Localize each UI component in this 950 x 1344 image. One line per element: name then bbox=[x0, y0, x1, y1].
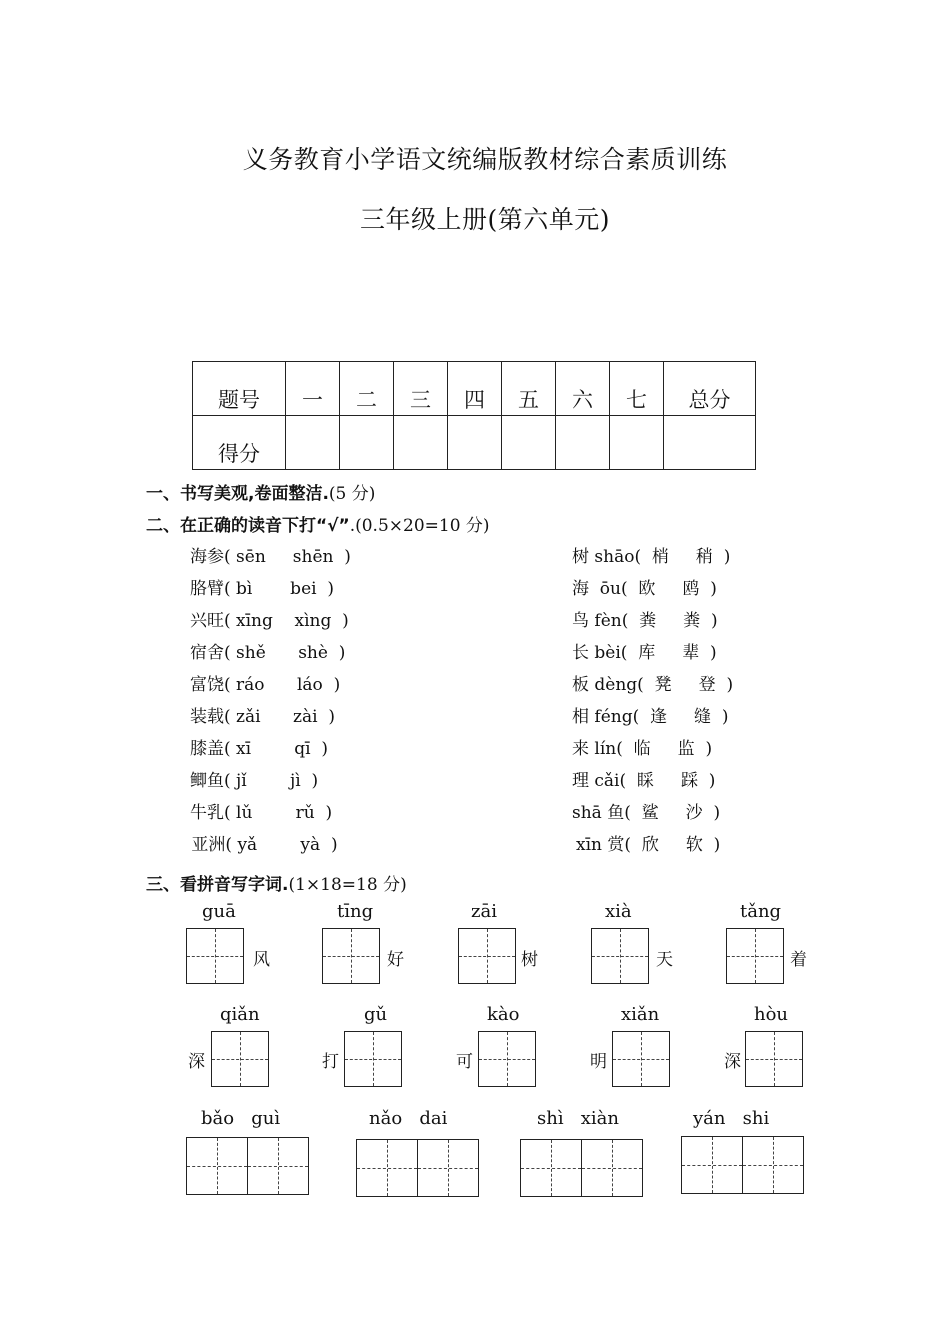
section-2-heading: 二、在正确的读音下打“√”.(0.5×20=10 分) bbox=[146, 516, 490, 536]
pinyin-label: yán shi bbox=[693, 1108, 770, 1129]
writing-box[interactable] bbox=[356, 1139, 418, 1197]
score-table-header-row bbox=[193, 362, 756, 416]
hint-character: 深 bbox=[724, 1052, 741, 1072]
writing-box[interactable] bbox=[458, 928, 516, 984]
character-choice-item[interactable]: 相 féng( 逢 缝 ) bbox=[572, 707, 729, 727]
pronunciation-item[interactable]: 牛乳( lǔ rǔ ) bbox=[190, 803, 333, 823]
writing-box[interactable] bbox=[520, 1139, 582, 1197]
character-choice-item[interactable]: shā 鱼( 鲨 沙 ) bbox=[572, 803, 721, 823]
score-blank[interactable] bbox=[556, 416, 610, 470]
hint-character: 打 bbox=[322, 1052, 339, 1072]
score-cell: 五 bbox=[502, 362, 556, 416]
pinyin-label: qiǎn bbox=[220, 1004, 260, 1025]
score-blank[interactable] bbox=[394, 416, 448, 470]
pinyin-label: xià bbox=[605, 901, 632, 922]
score-cell: 题号 bbox=[193, 362, 286, 416]
pronunciation-item[interactable]: 鲫鱼( jǐ jì ) bbox=[190, 771, 319, 791]
score-table bbox=[192, 361, 756, 470]
writing-box[interactable] bbox=[581, 1139, 643, 1197]
pinyin-label: shì xiàn bbox=[537, 1108, 619, 1129]
hint-character: 明 bbox=[590, 1052, 607, 1072]
pronunciation-item[interactable]: 胳臂( bì bei ) bbox=[190, 579, 335, 599]
writing-box[interactable] bbox=[681, 1136, 743, 1194]
writing-box[interactable] bbox=[417, 1139, 479, 1197]
score-blank[interactable] bbox=[610, 416, 664, 470]
page-subtitle: 三年级上册(第六单元) bbox=[359, 205, 610, 234]
hint-character: 深 bbox=[188, 1052, 205, 1072]
score-cell: 四 bbox=[448, 362, 502, 416]
pinyin-label: hòu bbox=[754, 1004, 789, 1025]
pinyin-label: tīng bbox=[337, 901, 374, 922]
hint-character: 好 bbox=[387, 950, 404, 970]
writing-box[interactable] bbox=[211, 1031, 269, 1087]
pronunciation-item[interactable]: 兴旺( xīng xìng ) bbox=[190, 611, 349, 631]
score-cell: 得分 bbox=[193, 416, 286, 470]
writing-box[interactable] bbox=[745, 1031, 803, 1087]
pronunciation-item[interactable]: 富饶( ráo láo ) bbox=[190, 675, 341, 695]
score-blank[interactable] bbox=[502, 416, 556, 470]
pinyin-label: tǎng bbox=[740, 901, 782, 922]
score-blank[interactable] bbox=[286, 416, 340, 470]
character-choice-item[interactable]: 长 bèi( 库 辈 ) bbox=[572, 643, 717, 663]
pinyin-label: nǎo dai bbox=[369, 1108, 448, 1129]
score-cell: 六 bbox=[556, 362, 610, 416]
hint-character: 风 bbox=[253, 950, 270, 970]
page-title: 义务教育小学语文统编版教材综合素质训练 bbox=[242, 145, 728, 174]
pronunciation-item[interactable]: 亚洲( yǎ yà ) bbox=[186, 835, 338, 855]
score-blank[interactable] bbox=[664, 416, 756, 470]
writing-box[interactable] bbox=[344, 1031, 402, 1087]
character-choice-item[interactable]: xīn 赏( 欣 软 ) bbox=[576, 835, 721, 855]
score-cell: 一 bbox=[286, 362, 340, 416]
pinyin-label: guā bbox=[202, 901, 236, 922]
score-cell: 三 bbox=[394, 362, 448, 416]
character-choice-item[interactable]: 板 dèng( 凳 登 ) bbox=[572, 675, 734, 695]
pronunciation-item[interactable]: 膝盖( xī qī ) bbox=[190, 739, 329, 759]
pinyin-label: kào bbox=[487, 1004, 520, 1025]
score-blank[interactable] bbox=[340, 416, 394, 470]
character-choice-item[interactable]: 树 shāo( 梢 稍 ) bbox=[572, 547, 731, 567]
hint-character: 可 bbox=[456, 1052, 473, 1072]
writing-box[interactable] bbox=[478, 1031, 536, 1087]
section-1-heading: 一、书写美观,卷面整洁.(5 分) bbox=[146, 484, 376, 504]
character-choice-item[interactable]: 来 lín( 临 监 ) bbox=[572, 739, 713, 759]
writing-box[interactable] bbox=[186, 928, 244, 984]
writing-box[interactable] bbox=[322, 928, 380, 984]
score-table-score-row bbox=[193, 416, 756, 470]
pinyin-label: bǎo guì bbox=[201, 1108, 281, 1129]
score-cell: 二 bbox=[340, 362, 394, 416]
writing-box[interactable] bbox=[742, 1136, 804, 1194]
score-cell: 总分 bbox=[664, 362, 756, 416]
pronunciation-item[interactable]: 宿舍( shě shè ) bbox=[190, 643, 346, 663]
pinyin-label: xiǎn bbox=[621, 1004, 660, 1025]
writing-box[interactable] bbox=[726, 928, 784, 984]
writing-box[interactable] bbox=[186, 1137, 248, 1195]
hint-character: 天 bbox=[656, 950, 673, 970]
pinyin-label: gǔ bbox=[364, 1004, 388, 1025]
character-choice-item[interactable]: 海 ōu( 欧 鸥 ) bbox=[572, 579, 717, 599]
section-3-heading: 三、看拼音写字词.(1×18=18 分) bbox=[146, 875, 407, 895]
writing-box[interactable] bbox=[591, 928, 649, 984]
pronunciation-item[interactable]: 装载( zǎi zài ) bbox=[190, 707, 335, 727]
score-blank[interactable] bbox=[448, 416, 502, 470]
pronunciation-item[interactable]: 海参( sēn shēn ) bbox=[190, 547, 351, 567]
character-choice-item[interactable]: 理 cǎi( 睬 踩 ) bbox=[572, 771, 716, 791]
pinyin-label: zāi bbox=[471, 901, 497, 922]
hint-character: 着 bbox=[790, 950, 807, 970]
writing-box[interactable] bbox=[247, 1137, 309, 1195]
character-choice-item[interactable]: 鸟 fèn( 粪 粪 ) bbox=[572, 611, 718, 631]
score-cell: 七 bbox=[610, 362, 664, 416]
writing-box[interactable] bbox=[612, 1031, 670, 1087]
hint-character: 树 bbox=[521, 950, 538, 970]
